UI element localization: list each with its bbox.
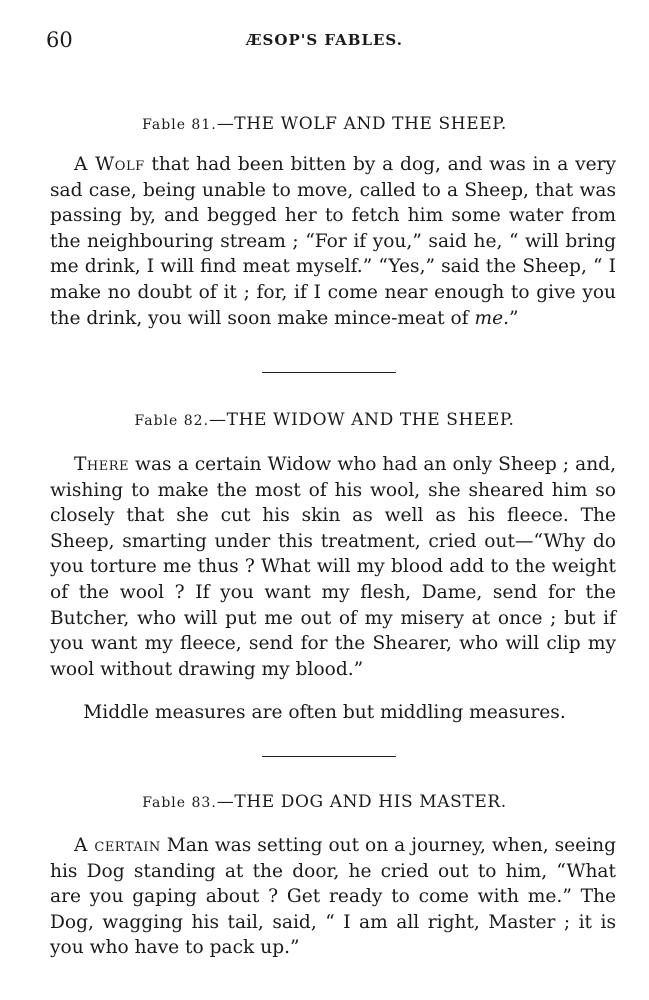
fable-83-title xyxy=(0,792,649,812)
fable-81-lead: A Wolf xyxy=(74,154,145,175)
fable-81-body: that had been bitten by a dog, and was in a very sad case, being unable to move, called to a Sheep, that was passing by, and begged her to fetch him some water from the neighbouring stream ; “For if you,” said he, “ will bring me drink, I will find meat myself.” “Yes,” said the Sheep, “ I make no doubt of it ; for, if I come near enough to give you the drink, you will soon make mince-meat of xyxy=(50,154,616,329)
fable-83-text xyxy=(50,833,616,961)
fable-82-body: was a certain Widow who had an only Sheep ; and, wishing to make the most of his wool, she sheared him so closely that she cut his skin as well as his fleece. The Sheep, smarting under this treatment, cried out—“Why do you torture me thus ? What will my blood add to the weight of the wool ? If you want my flesh, Dame, send for the Butcher, who will put me out of my misery at once ; but if you want my fleece, send for the Shearer, who will clip my wool without drawing my blood.” xyxy=(50,454,616,680)
fable-82-title xyxy=(0,410,649,430)
fable-82-heading: —THE WIDOW AND THE SHEEP. xyxy=(209,410,515,430)
fable-83-body: Man was setting out on a journey, when, seeing his Dog standing at the door, he cried out to him, “What are you gaping about ? Get ready to come with me.” The Dog, wagging his tail, said, “ I am all right, Master ; it is you who have to pack up.” xyxy=(50,835,616,959)
fable-83-heading: —THE DOG AND HIS MASTER. xyxy=(216,792,507,812)
fable-81-body-italic: me. xyxy=(474,307,510,329)
fable-82-lead: There xyxy=(74,454,130,475)
fable-83-label: Fable 83. xyxy=(142,795,217,811)
section-divider xyxy=(262,372,396,373)
fable-81-text xyxy=(50,152,616,331)
section-divider xyxy=(262,756,396,757)
fable-82-moral: Middle measures are often but middling measures. xyxy=(83,702,566,723)
running-title: ÆSOP'S FABLES. xyxy=(246,31,403,49)
page-number: 60 xyxy=(46,28,73,52)
fable-82-text xyxy=(50,452,616,682)
running-header xyxy=(0,28,649,54)
fable-83-lead: A certain xyxy=(74,835,161,856)
fable-81-label: Fable 81. xyxy=(142,117,217,133)
fable-82-label: Fable 82. xyxy=(134,413,210,429)
fable-81-body-end: ” xyxy=(509,307,519,329)
fable-81-title xyxy=(0,114,649,134)
fable-81-heading: —THE WOLF AND THE SHEEP. xyxy=(216,114,507,134)
